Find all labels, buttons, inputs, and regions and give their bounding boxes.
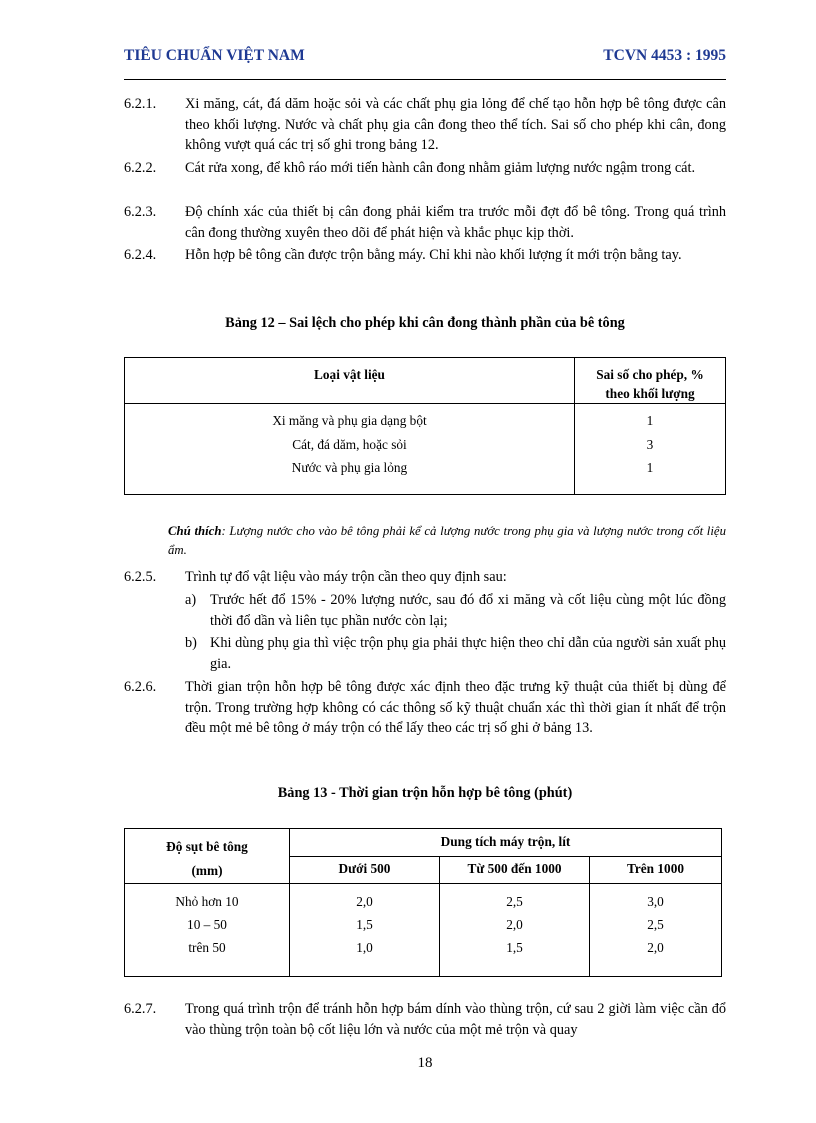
time-value: 1,5 [356, 917, 373, 932]
paragraph-number: 6.2.3. [124, 204, 157, 220]
paragraph-text: Cát rửa xong, để khô ráo mới tiến hành cân đong nhằm giảm lượng nước ngậm trong cát. [185, 160, 696, 176]
column-header-tolerance-line1: Sai số cho phép, % [596, 367, 704, 382]
header-standard-title: TIÊU CHUẨN VIỆT NAM [124, 47, 305, 64]
paragraph-number: 6.2.7. [124, 1001, 157, 1017]
paragraph-6-2-6 [124, 677, 726, 739]
list-item-a [185, 590, 726, 631]
paragraph-text: Xi măng, cát, đá dăm hoặc sỏi và các chất phụ gia lỏng để chế tạo hỗn hợp bê tông được cân theo khối lượng. Nước và chất phụ gia cân đong theo thể tích. Sai số cho phép khi cân, đong không vượt quá các trị số ghi trong bảng 12. [185, 96, 726, 153]
header-rule [124, 79, 726, 80]
paragraph-text: Trình tự đổ vật liệu vào máy trộn cần theo quy định sau: [185, 569, 507, 585]
paragraph-number: 6.2.2. [124, 160, 157, 176]
list-item-text: Trước hết đổ 15% - 20% lượng nước, sau đó đổ xi măng và cốt liệu cùng một lúc đồng thời đổ dần và liên tục phần nước còn lại; [210, 592, 726, 629]
paragraph-6-2-5 [124, 567, 726, 588]
table-body-row [125, 884, 722, 977]
table-12-note [168, 522, 726, 560]
header-standard-code: TCVN 4453 : 1995 [603, 47, 726, 64]
column-header-capacity: Dung tích máy trộn, lít [290, 829, 722, 857]
paragraph-text: Hỗn hợp bê tông cần được trộn bằng máy. Chỉ khi nào khối lượng ít mới trộn bằng tay. [185, 247, 682, 263]
note-text: : Lượng nước cho vào bê tông phải kể cả lượng nước trong phụ gia và lượng nước trong cốt liệu ẩm. [168, 524, 726, 557]
time-value: 2,0 [506, 917, 523, 932]
paragraph-6-2-3 [124, 202, 726, 243]
time-value: 3,0 [647, 894, 664, 909]
material-value: Xi măng và phụ gia dạng bột [272, 413, 427, 428]
paragraph-number: 6.2.1. [124, 96, 157, 112]
material-cell [125, 404, 575, 495]
table-body-row [125, 404, 726, 495]
paragraph-number: 6.2.5. [124, 569, 157, 585]
column-header-slump-line1: Độ sụt bê tông [166, 839, 248, 854]
column-header-500-to-1000: Từ 500 đến 1000 [440, 857, 590, 884]
column-header-over-1000: Trên 1000 [590, 857, 722, 884]
table-header-row [125, 829, 722, 857]
paragraph-number: 6.2.4. [124, 247, 157, 263]
slump-value: Nhỏ hơn 10 [175, 894, 239, 909]
list-item-label: b) [185, 635, 197, 651]
list-item-text: Khi dùng phụ gia thì việc trộn phụ gia phải thực hiện theo chỉ dẫn của người sản xuất phụ gia. [210, 635, 726, 672]
time-value: 1,5 [506, 940, 523, 955]
note-label: Chú thích [168, 524, 222, 538]
table-header-row [125, 358, 726, 404]
tolerance-cell [575, 404, 726, 495]
list-item-label: a) [185, 592, 197, 608]
paragraph-text: Thời gian trộn hỗn hợp bê tông được xác định theo đặc trưng kỹ thuật của thiết bị dùng để trộn. Trong trường hợp không có các thông số kỹ thuật chuẩn xác thì thời gian ít nhất để trộn đều một mẻ bê tông ở máy trộn có thể lấy theo các trị số ghi ở bảng 13. [185, 679, 726, 736]
slump-cell [125, 884, 290, 977]
slump-value: trên 50 [188, 940, 226, 955]
time-value: 2,5 [506, 894, 523, 909]
column-header-under-500: Dưới 500 [290, 857, 440, 884]
table-13-caption: Bảng 13 - Thời gian trộn hỗn hợp bê tông (phút) [277, 785, 573, 801]
paragraph-6-2-1 [124, 94, 726, 156]
material-value: Cát, đá dăm, hoặc sỏi [292, 436, 407, 452]
500-to-1000-cell [440, 884, 590, 977]
tolerance-value: 1 [646, 460, 654, 475]
paragraph-number: 6.2.6. [124, 679, 157, 695]
column-header-slump [125, 829, 290, 884]
paragraph-6-2-7 [124, 999, 726, 1040]
material-value: Nước và phụ gia lỏng [291, 460, 408, 475]
slump-value: 10 – 50 [187, 917, 227, 932]
tolerance-value: 1 [646, 413, 654, 428]
paragraph-text: Độ chính xác của thiết bị cân đong phải kiểm tra trước mỗi đợt đổ bê tông. Trong quá trình cân đong thường xuyên theo dõi để phát hiện và khắc phục kịp thời. [185, 204, 726, 241]
column-header-material: Loại vật liệu [125, 358, 575, 404]
time-value: 2,0 [356, 894, 373, 909]
column-header-slump-line2: (mm) [191, 863, 223, 878]
over-1000-cell [590, 884, 722, 977]
tolerance-value: 3 [646, 436, 654, 452]
paragraph-6-2-2 [124, 158, 726, 179]
column-header-tolerance-line2: theo khối lượng [605, 386, 695, 401]
column-header-tolerance [575, 358, 726, 404]
page-number: 18 [417, 1055, 433, 1071]
time-value: 2,0 [647, 940, 664, 955]
page-header [124, 47, 726, 69]
table-13 [124, 828, 722, 977]
time-value: 2,5 [647, 917, 664, 932]
paragraph-text: Trong quá trình trộn để tránh hỗn hợp bám dính vào thùng trộn, cứ sau 2 giời làm việc cần đổ vào thùng trộn toàn bộ cốt liệu lớn và nước của một mẻ trộn và quay [185, 1001, 726, 1038]
list-item-b [185, 633, 726, 674]
table-12-caption: Bảng 12 – Sai lệch cho phép khi cân đong thành phần của bê tông [225, 315, 625, 331]
time-value: 1,0 [356, 940, 373, 955]
under-500-cell [290, 884, 440, 977]
paragraph-6-2-4 [124, 245, 726, 266]
table-12 [124, 357, 726, 495]
